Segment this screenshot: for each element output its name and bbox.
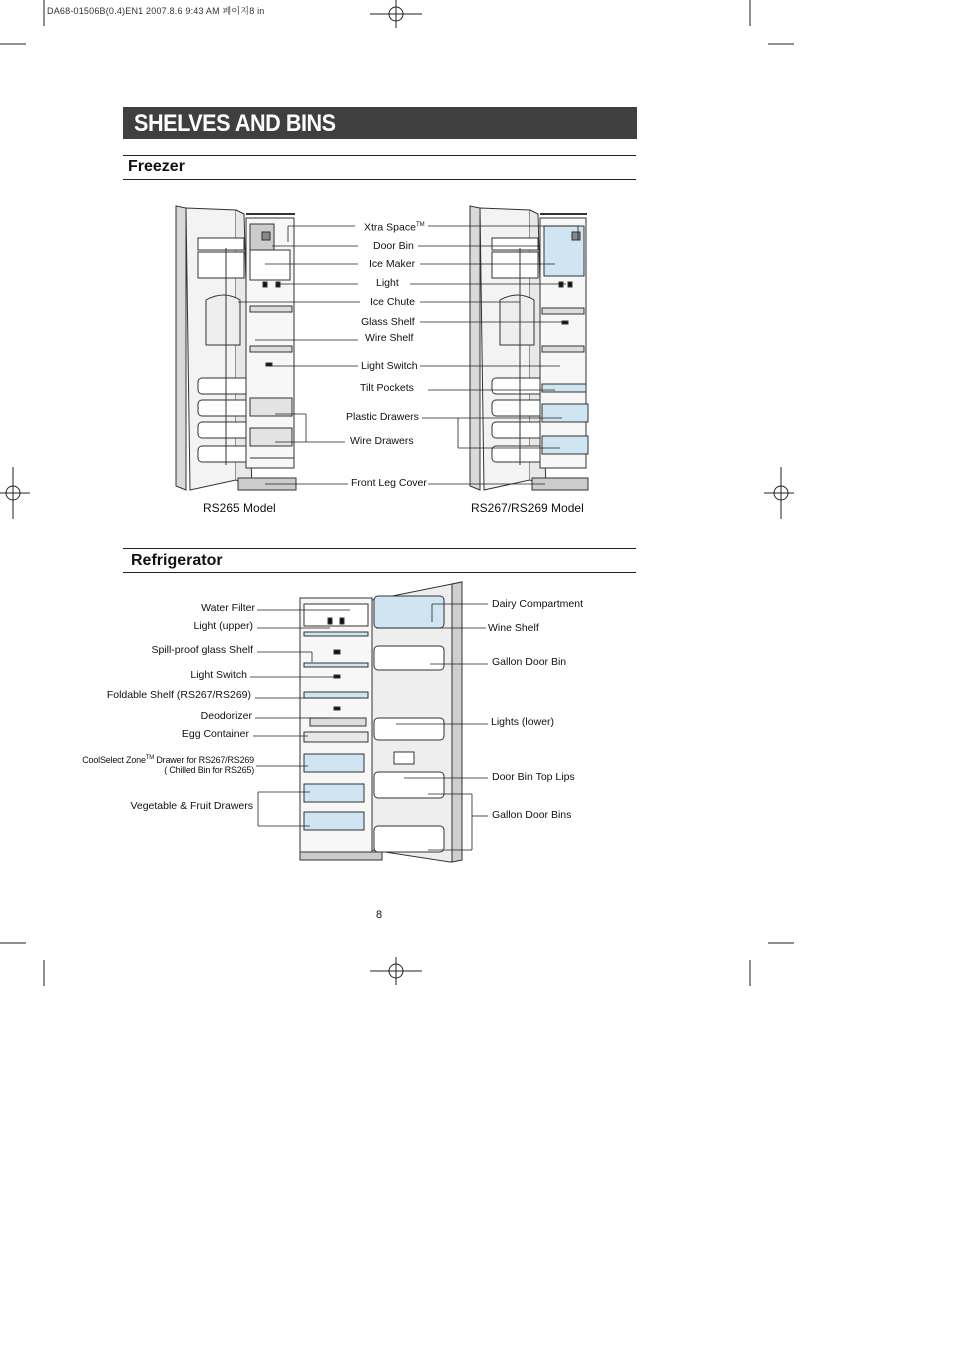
label-spill-proof-shelf: Spill-proof glass Shelf <box>151 644 253 656</box>
label-wine-shelf: Wine Shelf <box>488 622 539 634</box>
model-right: RS267/RS269 Model <box>471 501 584 515</box>
label-foldable-shelf: Foldable Shelf (RS267/RS269) <box>106 689 251 701</box>
label-tilt-pockets: Tilt Pockets <box>360 382 414 394</box>
label-chilled-bin: ( Chilled Bin for RS265) <box>164 765 254 775</box>
label-plastic-drawers: Plastic Drawers <box>346 411 419 423</box>
label-gallon-door-bins: Gallon Door Bins <box>492 809 572 821</box>
refrigerator-drawing <box>300 582 462 862</box>
label-water-filter: Water Filter <box>201 602 255 614</box>
label-door-bin: Door Bin <box>373 240 414 252</box>
label-deodorizer: Deodorizer <box>200 710 252 722</box>
label-wire-shelf: Wire Shelf <box>365 332 414 344</box>
label-lights-lower: Lights (lower) <box>491 716 555 728</box>
label-xtra-space: Xtra Space™ <box>364 221 425 234</box>
label-dairy-compartment: Dairy Compartment <box>492 598 584 610</box>
label-egg-container: Egg Container <box>181 728 249 740</box>
model-left: RS265 Model <box>203 501 276 515</box>
print-slug: DA68-01506B(0.4)EN1 2007.8.6 9:43 AM 페이지8 in <box>47 6 265 16</box>
freezer-rs267-drawing <box>470 206 588 490</box>
freezer-bottom-rule <box>123 179 636 180</box>
freezer-rs265-drawing <box>176 206 296 490</box>
label-coolselect-drawer: CoolSelect Zone™ Drawer for RS267/RS269 <box>82 755 254 765</box>
label-light-switch-fridge: Light Switch <box>190 669 247 681</box>
label-light: Light <box>376 277 399 289</box>
label-light-switch: Light Switch <box>361 360 418 372</box>
label-door-bin-top-lips: Door Bin Top Lips <box>492 771 575 783</box>
freezer-top-rule <box>123 155 636 156</box>
refrigerator-top-rule <box>123 548 636 549</box>
label-veg-fruit-drawers: Vegetable & Fruit Drawers <box>130 800 253 812</box>
label-wire-drawers: Wire Drawers <box>350 435 414 447</box>
freezer-heading: Freezer <box>128 158 185 175</box>
page-number: 8 <box>376 909 383 921</box>
label-front-leg-cover: Front Leg Cover <box>351 477 427 489</box>
label-ice-chute: Ice Chute <box>370 296 415 308</box>
refrigerator-heading: Refrigerator <box>131 552 223 569</box>
refrigerator-bottom-rule <box>123 572 636 573</box>
page-title: SHELVES AND BINS <box>134 110 336 137</box>
label-light-upper: Light (upper) <box>193 620 253 632</box>
title-bar <box>123 107 637 139</box>
label-glass-shelf: Glass Shelf <box>361 316 415 328</box>
label-gallon-door-bin: Gallon Door Bin <box>492 656 567 668</box>
label-ice-maker: Ice Maker <box>369 258 416 270</box>
